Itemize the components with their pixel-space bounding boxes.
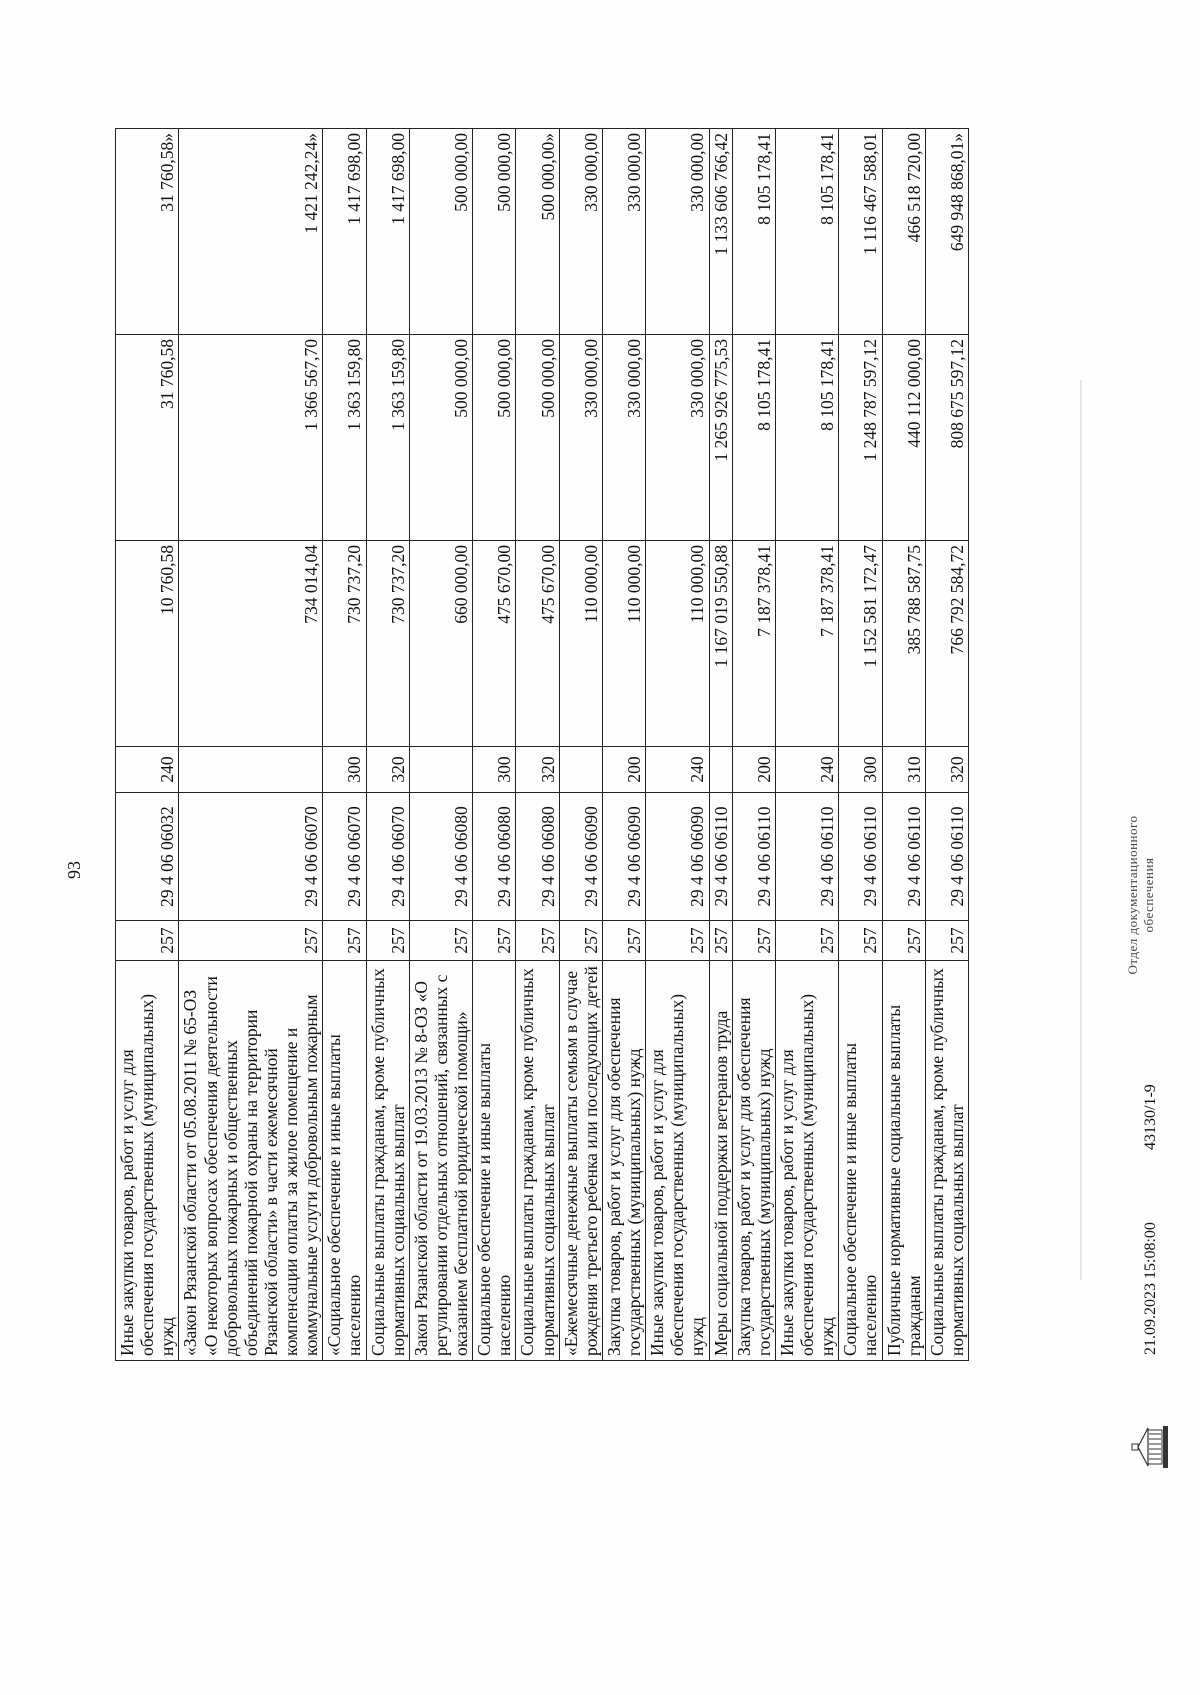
target-article-cell: 29 4 06 06080 bbox=[516, 793, 559, 921]
table-row bbox=[516, 129, 559, 1361]
row-name-cell: Публичные нормативные социальные выплаты гражданам bbox=[882, 961, 925, 1361]
table-row bbox=[775, 129, 838, 1361]
ministry-code-cell: 257 bbox=[516, 921, 559, 961]
row-name-cell: Закупка товаров, работ и услуг для обеспечения государственных (муниципальных) нужд bbox=[732, 961, 775, 1361]
amount-year2-cell: 500 000,00 bbox=[409, 335, 472, 541]
table-row bbox=[366, 129, 409, 1361]
amount-year3-cell: 330 000,00 bbox=[646, 129, 709, 335]
amount-year2-cell: 330 000,00 bbox=[602, 335, 645, 541]
ministry-code-cell: 257 bbox=[646, 921, 709, 961]
amount-year1-cell: 1 167 019 550,88 bbox=[709, 541, 732, 747]
expense-type-cell: 240 bbox=[646, 747, 709, 793]
ministry-code-cell: 257 bbox=[775, 921, 838, 961]
target-article-cell: 29 4 06 06110 bbox=[709, 793, 732, 921]
amount-year2-cell: 330 000,00 bbox=[559, 335, 602, 541]
amount-year3-cell: 31 760,58» bbox=[116, 129, 179, 335]
row-name-cell: Социальное обеспечение и иные выплаты населению bbox=[839, 961, 882, 1361]
ministry-code-cell: 257 bbox=[116, 921, 179, 961]
row-name-cell: Закон Рязанской области от 19.03.2013 № 8-ОЗ «О регулировании отдельных отношений, связанных с оказанием бесплатной юридической помощи» bbox=[409, 961, 472, 1361]
amount-year1-cell: 766 792 584,72 bbox=[925, 541, 968, 747]
amount-year1-cell: 110 000,00 bbox=[559, 541, 602, 747]
amount-year3-cell: 8 105 178,41 bbox=[775, 129, 838, 335]
row-name-cell: Социальное обеспечение и иные выплаты населению bbox=[473, 961, 516, 1361]
row-name-cell: Иные закупки товаров, работ и услуг для обеспечения государственных (муниципальных) нужд bbox=[116, 961, 179, 1361]
amount-year3-cell: 649 948 868,01» bbox=[925, 129, 968, 335]
amount-year3-cell: 466 518 720,00 bbox=[882, 129, 925, 335]
row-name-cell: Социальные выплаты гражданам, кроме публичных нормативных социальных выплат bbox=[516, 961, 559, 1361]
amount-year1-cell: 385 788 587,75 bbox=[882, 541, 925, 747]
expense-type-cell: 200 bbox=[732, 747, 775, 793]
row-name-cell: Иные закупки товаров, работ и услуг для обеспечения государственных (муниципальных) нужд bbox=[775, 961, 838, 1361]
amount-year1-cell: 110 000,00 bbox=[646, 541, 709, 747]
target-article-cell: 29 4 06 06080 bbox=[409, 793, 472, 921]
amount-year2-cell: 1 248 787 597,12 bbox=[839, 335, 882, 541]
target-article-cell: 29 4 06 06110 bbox=[882, 793, 925, 921]
amount-year1-cell: 660 000,00 bbox=[409, 541, 472, 747]
amount-year3-cell: 330 000,00 bbox=[602, 129, 645, 335]
stamp-line-2: обеспечения bbox=[1140, 857, 1156, 933]
row-name-cell: Меры социальной поддержки ветеранов труда bbox=[709, 961, 732, 1361]
ministry-code-cell: 257 bbox=[366, 921, 409, 961]
amount-year1-cell: 730 737,20 bbox=[323, 541, 366, 747]
target-article-cell: 29 4 06 06110 bbox=[925, 793, 968, 921]
building-emblem-icon bbox=[1130, 1424, 1170, 1470]
row-name-cell: Социальные выплаты гражданам, кроме публичных нормативных социальных выплат bbox=[366, 961, 409, 1361]
target-article-cell: 29 4 06 06110 bbox=[732, 793, 775, 921]
page-number: 93 bbox=[64, 861, 84, 879]
amount-year1-cell: 475 670,00 bbox=[473, 541, 516, 747]
amount-year1-cell: 110 000,00 bbox=[602, 541, 645, 747]
amount-year2-cell: 330 000,00 bbox=[646, 335, 709, 541]
expense-type-cell: 240 bbox=[116, 747, 179, 793]
row-name-cell: «Социальное обеспечение и иные выплаты населению bbox=[323, 961, 366, 1361]
ministry-code-cell: 257 bbox=[473, 921, 516, 961]
amount-year2-cell: 500 000,00 bbox=[516, 335, 559, 541]
target-article-cell: 29 4 06 06090 bbox=[559, 793, 602, 921]
amount-year1-cell: 7 187 378,41 bbox=[732, 541, 775, 747]
amount-year2-cell: 500 000,00 bbox=[473, 335, 516, 541]
table-row bbox=[646, 129, 709, 1361]
expense-type-cell bbox=[179, 747, 323, 793]
ministry-code-cell: 257 bbox=[559, 921, 602, 961]
expense-type-cell: 320 bbox=[925, 747, 968, 793]
amount-year1-cell: 10 760,58 bbox=[116, 541, 179, 747]
amount-year1-cell: 1 152 581 172,47 bbox=[839, 541, 882, 747]
table-row bbox=[179, 129, 323, 1361]
amount-year3-cell: 1 116 467 588,01 bbox=[839, 129, 882, 335]
expense-type-cell bbox=[709, 747, 732, 793]
ministry-code-cell: 257 bbox=[732, 921, 775, 961]
ministry-code-cell: 257 bbox=[409, 921, 472, 961]
amount-year2-cell: 440 112 000,00 bbox=[882, 335, 925, 541]
target-article-cell: 29 4 06 06090 bbox=[646, 793, 709, 921]
target-article-cell: 29 4 06 06070 bbox=[366, 793, 409, 921]
table-row bbox=[882, 129, 925, 1361]
row-name-cell: Закупка товаров, работ и услуг для обеспечения государственных (муниципальных) нужд bbox=[602, 961, 645, 1361]
table-row bbox=[323, 129, 366, 1361]
row-name-cell: «Ежемесячные денежные выплаты семьям в случае рождения третьего ребенка или последующих детей bbox=[559, 961, 602, 1361]
expense-type-cell: 310 bbox=[882, 747, 925, 793]
table-row bbox=[409, 129, 472, 1361]
expense-type-cell: 300 bbox=[839, 747, 882, 793]
row-name-cell: «Закон Рязанской области от 05.08.2011 № 65-ОЗ «О некоторых вопросах обеспечения деятельности добровольных пожарных и общественных объединений пожарной охраны на территории Рязанской области» в части ежемесячной компенсации оплаты за жилое помещение и коммунальные услуги добровольным пожарным bbox=[179, 961, 323, 1361]
footer-doc-number: 43130/1-9 bbox=[1142, 1084, 1159, 1150]
amount-year3-cell: 8 105 178,41 bbox=[732, 129, 775, 335]
row-name-cell: Социальные выплаты гражданам, кроме публичных нормативных социальных выплат bbox=[925, 961, 968, 1361]
amount-year2-cell: 1 363 159,80 bbox=[323, 335, 366, 541]
expense-type-cell: 300 bbox=[473, 747, 516, 793]
target-article-cell: 29 4 06 06080 bbox=[473, 793, 516, 921]
amount-year3-cell: 500 000,00 bbox=[473, 129, 516, 335]
ministry-code-cell: 257 bbox=[882, 921, 925, 961]
target-article-cell: 29 4 06 06110 bbox=[839, 793, 882, 921]
department-stamp bbox=[1125, 755, 1156, 1035]
ministry-code-cell: 257 bbox=[925, 921, 968, 961]
amount-year3-cell: 1 417 698,00 bbox=[323, 129, 366, 335]
amount-year1-cell: 730 737,20 bbox=[366, 541, 409, 747]
amount-year1-cell: 475 670,00 bbox=[516, 541, 559, 747]
stamp-line-1: Отдел документационного bbox=[1125, 815, 1140, 975]
table-row bbox=[602, 129, 645, 1361]
table-row bbox=[116, 129, 179, 1361]
row-name-cell: Иные закупки товаров, работ и услуг для обеспечения государственных (муниципальных) нужд bbox=[646, 961, 709, 1361]
expense-type-cell: 300 bbox=[323, 747, 366, 793]
budget-table-body bbox=[116, 129, 969, 1361]
amount-year1-cell: 734 014,04 bbox=[179, 541, 323, 747]
amount-year1-cell: 7 187 378,41 bbox=[775, 541, 838, 747]
target-article-cell: 29 4 06 06090 bbox=[602, 793, 645, 921]
amount-year2-cell: 8 105 178,41 bbox=[775, 335, 838, 541]
amount-year2-cell: 31 760,58 bbox=[116, 335, 179, 541]
table-row bbox=[839, 129, 882, 1361]
ministry-code-cell: 257 bbox=[602, 921, 645, 961]
target-article-cell: 29 4 06 06032 bbox=[116, 793, 179, 921]
amount-year2-cell: 1 366 567,70 bbox=[179, 335, 323, 541]
ministry-code-cell: 257 bbox=[839, 921, 882, 961]
amount-year2-cell: 8 105 178,41 bbox=[732, 335, 775, 541]
ministry-code-cell: 257 bbox=[179, 921, 323, 961]
amount-year3-cell: 1 421 242,24» bbox=[179, 129, 323, 335]
target-article-cell: 29 4 06 06070 bbox=[179, 793, 323, 921]
target-article-cell: 29 4 06 06070 bbox=[323, 793, 366, 921]
amount-year3-cell: 1 133 606 766,42 bbox=[709, 129, 732, 335]
budget-table bbox=[115, 128, 969, 1361]
table-row bbox=[559, 129, 602, 1361]
target-article-cell: 29 4 06 06110 bbox=[775, 793, 838, 921]
expense-type-cell bbox=[409, 747, 472, 793]
amount-year2-cell: 808 675 597,12 bbox=[925, 335, 968, 541]
ministry-code-cell: 257 bbox=[709, 921, 732, 961]
expense-type-cell bbox=[559, 747, 602, 793]
table-row bbox=[925, 129, 968, 1361]
table-row bbox=[709, 129, 732, 1361]
expense-type-cell: 320 bbox=[366, 747, 409, 793]
expense-type-cell: 200 bbox=[602, 747, 645, 793]
footer-datetime: 21.09.2023 15:08:00 bbox=[1142, 1222, 1159, 1355]
amount-year3-cell: 500 000,00» bbox=[516, 129, 559, 335]
amount-year2-cell: 1 265 926 775,53 bbox=[709, 335, 732, 541]
amount-year3-cell: 1 417 698,00 bbox=[366, 129, 409, 335]
table-row bbox=[473, 129, 516, 1361]
emblem-logo bbox=[1130, 1424, 1170, 1470]
expense-type-cell: 240 bbox=[775, 747, 838, 793]
table-row bbox=[732, 129, 775, 1361]
amount-year3-cell: 330 000,00 bbox=[559, 129, 602, 335]
ministry-code-cell: 257 bbox=[323, 921, 366, 961]
expense-type-cell: 320 bbox=[516, 747, 559, 793]
amount-year3-cell: 500 000,00 bbox=[409, 129, 472, 335]
amount-year2-cell: 1 363 159,80 bbox=[366, 335, 409, 541]
